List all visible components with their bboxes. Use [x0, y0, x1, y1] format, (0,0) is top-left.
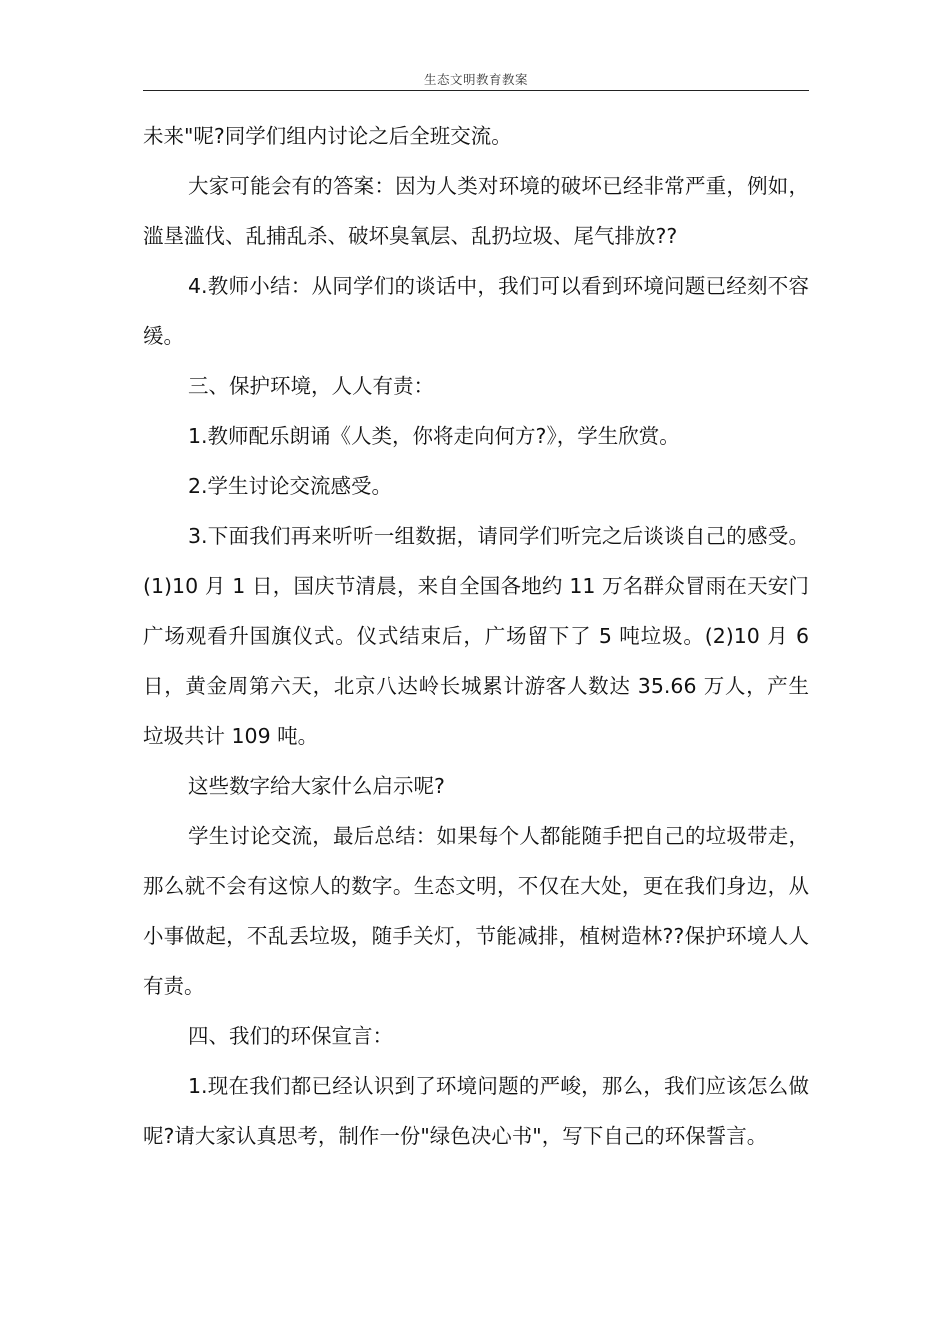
paragraph: 这些数字给大家什么启示呢?: [188, 774, 445, 798]
paragraph: 1.教师配乐朗诵《人类，你将走向何方?》，学生欣赏。: [188, 424, 680, 448]
section-heading: 三、保护环境，人人有责：: [188, 374, 434, 398]
paragraph: 学生讨论交流，最后总结：如果每个人都能随手把自己的垃圾带走，那么就不会有这惊人的数字。生态文明，不仅在大处，更在我们身边，从小事做起，不乱丢垃圾，随手关灯，节能减排，植树造林??保护环境人人有责。: [143, 824, 809, 998]
document-body: [143, 111, 809, 1161]
page-header: [143, 66, 809, 91]
paragraph: 未来"呢?同学们组内讨论之后全班交流。: [143, 124, 512, 148]
header-title: 生态文明教育教案: [423, 72, 528, 87]
paragraph: 2.学生讨论交流感受。: [188, 474, 393, 498]
paragraph: 1.现在我们都已经认识到了环境问题的严峻，那么，我们应该怎么做呢?请大家认真思考，制作一份"绿色决心书"，写下自己的环保誓言。: [143, 1074, 809, 1148]
section-heading: 四、我们的环保宣言：: [188, 1024, 393, 1048]
paragraph: 4.教师小结：从同学们的谈话中，我们可以看到环境问题已经刻不容缓。: [143, 274, 809, 348]
paragraph: 3.下面我们再来听听一组数据，请同学们听完之后谈谈自己的感受。(1)10 月 1 日，国庆节清晨，来自全国各地约 11 万名群众冒雨在天安门广场观看升国旗仪式。仪式结束后，广场留下了 5 吨垃圾。(2)10 月 6 日，黄金周第六天，北京八达岭长城累计游客人数达 35.66 万人，产生垃圾共计 109 吨。: [143, 524, 809, 748]
paragraph: 大家可能会有的答案：因为人类对环境的破坏已经非常严重，例如，滥垦滥伐、乱捕乱杀、破坏臭氧层、乱扔垃圾、尾气排放??: [143, 174, 809, 248]
